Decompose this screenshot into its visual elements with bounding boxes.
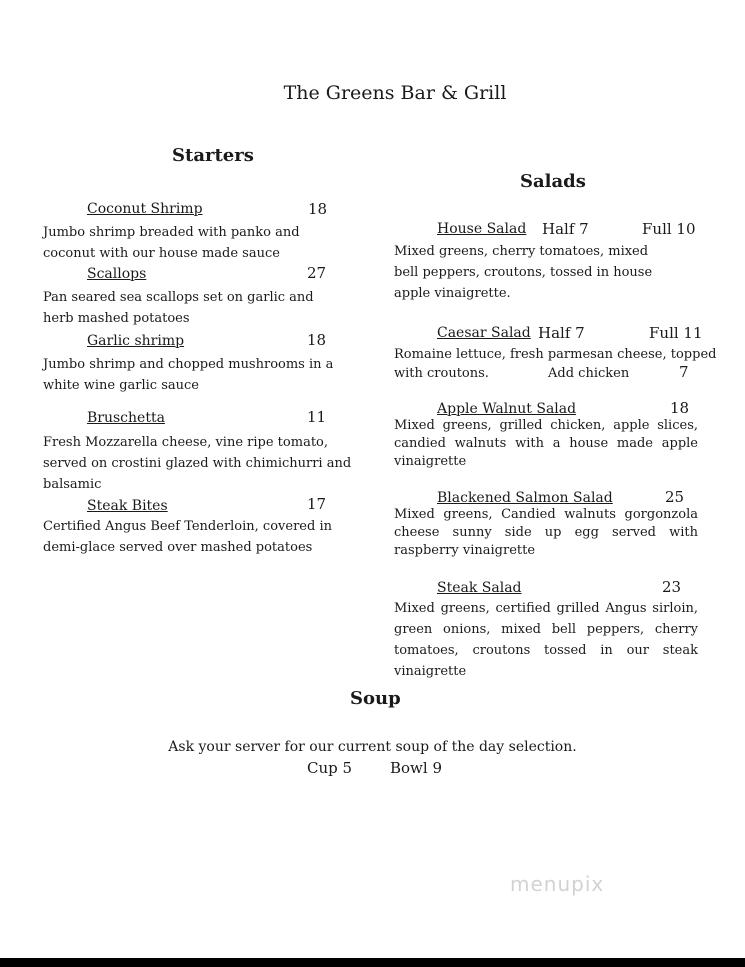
salads-heading: Salads xyxy=(520,171,586,192)
item-description: Jumbo shrimp breaded with panko and coconut with our house made sauce xyxy=(43,225,300,261)
item-name: Coconut Shrimp xyxy=(87,201,203,217)
starters-heading: Starters xyxy=(172,145,254,166)
soup-bowl-price: Bowl 9 xyxy=(390,759,443,777)
item-price: 18 xyxy=(670,399,690,417)
item-name: Caesar Salad xyxy=(437,325,531,341)
restaurant-title: The Greens Bar & Grill xyxy=(283,82,507,104)
item-half-price: Half 7 xyxy=(542,220,589,238)
item-name: Steak Bites xyxy=(87,498,168,514)
item-description: Mixed greens, Candied walnuts gorgonzola cheese sunny side up egg served with raspberry vinaigrette xyxy=(394,507,698,558)
soup-heading: Soup xyxy=(350,688,401,709)
item-price: 23 xyxy=(662,578,682,596)
bottom-border xyxy=(0,958,745,967)
item-half-price: Half 7 xyxy=(538,324,585,342)
item-description: Fresh Mozzarella cheese, vine ripe tomato, served on crostini glazed with chimichurri and balsamic xyxy=(43,435,352,492)
item-description: Jumbo shrimp and chopped mushrooms in a white wine garlic sauce xyxy=(43,357,334,393)
item-description: Mixed greens, grilled chicken, apple slices, candied walnuts with a house made apple vinaigrette xyxy=(394,418,698,469)
item-price: 18 xyxy=(307,331,327,349)
item-description: Pan seared sea scallops set on garlic and herb mashed potatoes xyxy=(43,290,314,326)
item-description: Mixed greens, cherry tomatoes, mixed bell peppers, croutons, tossed in house apple vinaigrette. xyxy=(394,244,653,301)
soup-cup-price: Cup 5 xyxy=(307,759,353,777)
soup-description: Ask your server for our current soup of the day selection. xyxy=(168,739,577,755)
item-description-line1: Romaine lettuce, fresh parmesan cheese, topped xyxy=(394,347,717,362)
item-full-price: Full 11 xyxy=(649,324,703,342)
item-name: Blackened Salmon Salad xyxy=(437,490,613,506)
item-price: 25 xyxy=(665,488,685,506)
item-name: Garlic shrimp xyxy=(87,333,185,349)
item-price: 11 xyxy=(307,408,327,426)
item-name: Apple Walnut Salad xyxy=(437,401,577,417)
add-chicken-label: Add chicken xyxy=(548,366,630,381)
item-name: House Salad xyxy=(437,221,527,237)
item-name: Steak Salad xyxy=(437,580,522,596)
item-price: 18 xyxy=(308,200,328,218)
item-description-line2: with croutons. xyxy=(394,366,489,381)
item-name: Bruschetta xyxy=(87,410,165,426)
item-description: Mixed greens, certified grilled Angus sirloin, green onions, mixed bell peppers, cherry tomatoes, croutons tossed in our steak vinaigrette xyxy=(394,601,698,679)
watermark-logo: menupix xyxy=(510,872,605,896)
add-chicken-price: 7 xyxy=(679,363,689,381)
item-description: Certified Angus Beef Tenderloin, covered in demi-glace served over mashed potatoes xyxy=(43,519,332,555)
item-price: 17 xyxy=(307,495,327,513)
item-full-price: Full 10 xyxy=(642,220,696,238)
item-price: 27 xyxy=(307,264,327,282)
item-name: Scallops xyxy=(87,266,147,282)
